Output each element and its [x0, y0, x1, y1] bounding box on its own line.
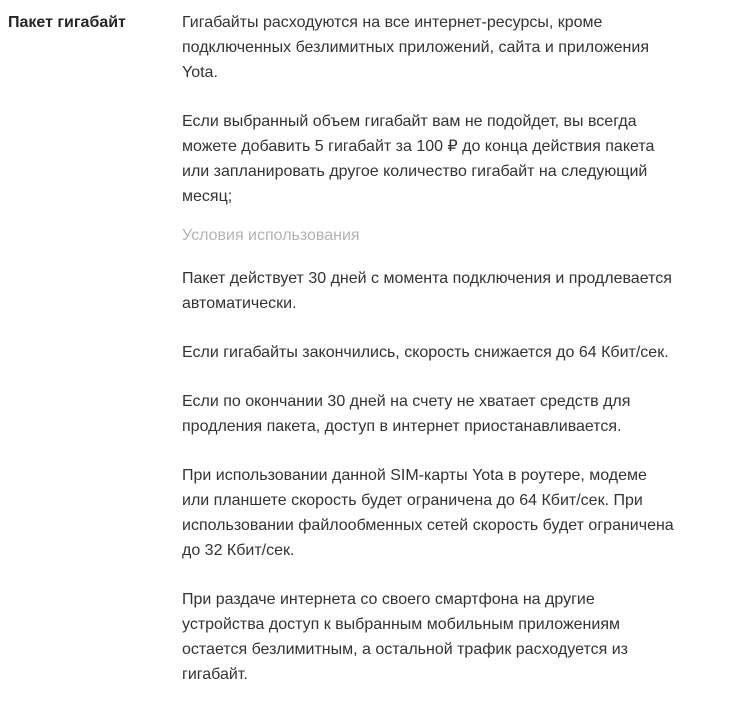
paragraph-sim-usage-limits: При использовании данной SIM-карты Yota в роутере, модеме или планшете скорость будет ограничена до 64 Кбит/сек. При использовании файлообменных сетей скорость будет ограничена до 32 Кбит/сек. — [182, 467, 674, 559]
paragraph-add-gigabytes: Если выбранный объем гигабайт вам не подойдет, вы всегда можете добавить 5 гигабайт за 100 ₽ до конца действия пакета или запланировать другое количество гигабайт на следующий месяц; — [182, 113, 655, 205]
paragraph-gigabytes-usage: Гигабайты расходуются на все интернет-ресурсы, кроме подключенных безлимитных приложений, сайта и приложения Yota. — [182, 14, 649, 81]
paragraph-tethering: При раздаче интернета со своего смартфона на другие устройства доступ к выбранным мобильным приложениям остается безлимитным, а остальной трафик расходуется из гигабайт. — [182, 591, 628, 683]
subheading-terms-of-use: Условия использования — [182, 227, 360, 244]
section-body-column — [182, 10, 674, 711]
paragraph-insufficient-funds: Если по окончании 30 дней на счету не хватает средств для продления пакета, доступ в интернет приостанавливается. — [182, 393, 631, 435]
section-heading: Пакет гигабайт — [8, 14, 126, 31]
paragraph-speed-reduction: Если гигабайты закончились, скорость снижается до 64 Кбит/сек. — [182, 344, 669, 361]
paragraph-package-duration: Пакет действует 30 дней с момента подключения и продлевается автоматически. — [182, 270, 672, 312]
section-heading-column — [8, 10, 182, 34]
